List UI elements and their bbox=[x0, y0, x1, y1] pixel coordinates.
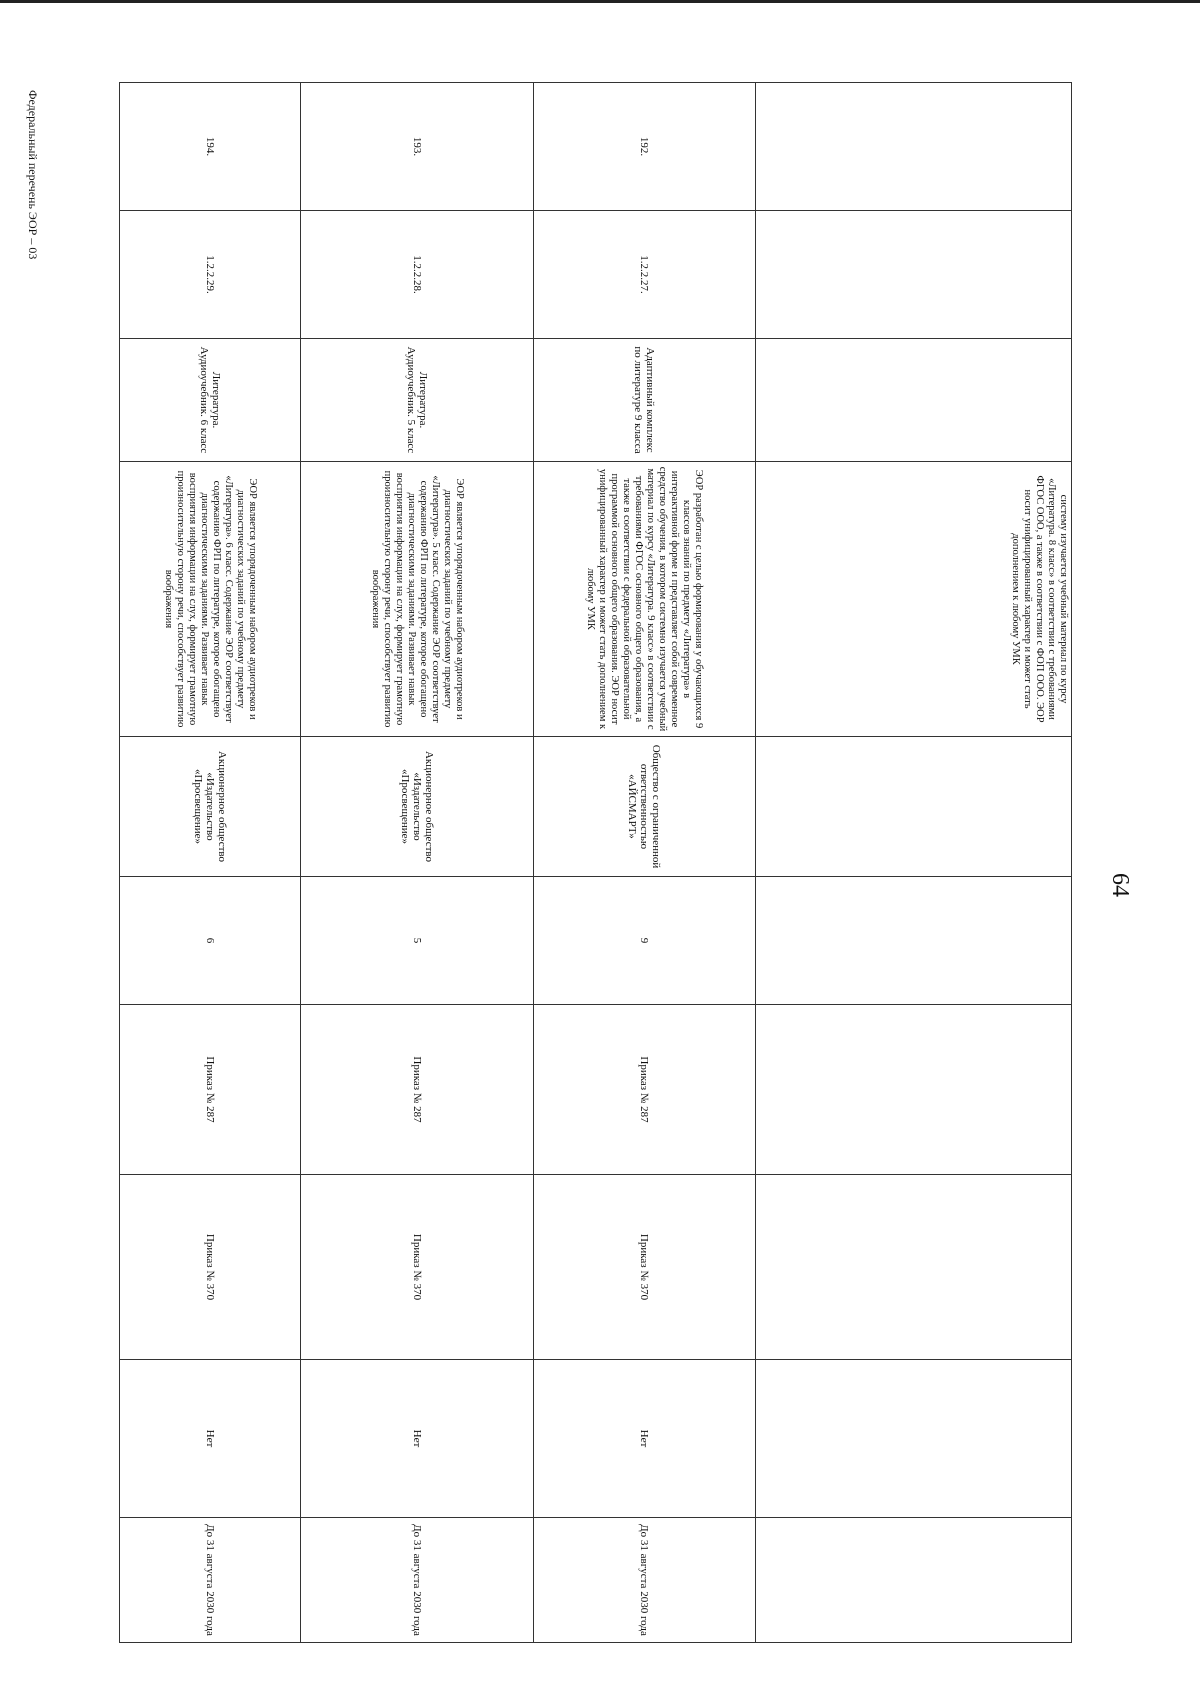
cell-grade: 6 bbox=[120, 877, 301, 1005]
cell-name: Литература. Аудиоучебник. 6 класс bbox=[120, 339, 301, 462]
cell-name: Литература. Аудиоучебник. 5 класс bbox=[301, 339, 534, 462]
cell-order-370: Приказ № 370 bbox=[120, 1175, 301, 1360]
cell-name: Адаптивный комплекс по литературе 9 класса bbox=[534, 339, 756, 462]
cell-term: До 31 августа 2030 года bbox=[301, 1518, 534, 1643]
table-row bbox=[301, 83, 534, 1643]
cell-flag: Нет bbox=[534, 1360, 756, 1518]
cell-name bbox=[756, 339, 1072, 462]
cell-org bbox=[756, 737, 1072, 877]
cell-org: Общество с ограниченной ответственностью «АЙСМАРТ» bbox=[534, 737, 756, 877]
cell-order-370 bbox=[756, 1175, 1072, 1360]
cell-order-370: Приказ № 370 bbox=[301, 1175, 534, 1360]
cell-grade: 5 bbox=[301, 877, 534, 1005]
cell-description: ЭОР является упорядоченным набором аудиотреков и диагностических заданий по учебному предмету «Литература». 6 класс. Содержание ЭОР соответствует содержанию ФРП по литературе, которое обогащено диагностическими заданиями. Развивает навык восприятия информации на слух, формирует грамотную произносительную сторону речи, способствует развитию воображения bbox=[120, 462, 301, 737]
table-row bbox=[120, 83, 301, 1643]
cell-num: 194. bbox=[120, 83, 301, 211]
cell-num bbox=[756, 83, 1072, 211]
rotated-table-container bbox=[120, 82, 1072, 1636]
page-number: 64 bbox=[1107, 873, 1133, 897]
cell-org: Акционерное общество «Издательство «Просвещение» bbox=[301, 737, 534, 877]
cell-order-287: Приказ № 287 bbox=[534, 1005, 756, 1175]
cell-description: ЭОР является упорядоченным набором аудиотреков и диагностических заданий по учебному предмету «Литература». 5 класс. Содержание ЭОР соответствует содержанию ФРП по литературе, которое обогащено диагностическими заданиями. Развивает навык восприятия информации на слух, формирует грамотную произносительную сторону речи, способствует развитию воображения bbox=[301, 462, 534, 737]
cell-code bbox=[756, 211, 1072, 339]
cell-order-370: Приказ № 370 bbox=[534, 1175, 756, 1360]
cell-description: ЭОР разработан с целью формирования у обучающихся 9 классов знаний по предмету «Литература» в интерактивной форме и представляет собой современное средство обучения, в котором системно изучается учебный материал по курсу «Литература. 9 класс» в соответствии с требованиями ФГОС основного общего образования, а также в соответствии с федеральной образовательной программой основного общего образования. ЭОР носит унифицированный характер и может стать дополнением к любому УМК bbox=[534, 462, 756, 737]
cell-num: 192. bbox=[534, 83, 756, 211]
cell-code: 1.2.2.28. bbox=[301, 211, 534, 339]
cell-code: 1.2.2.29. bbox=[120, 211, 301, 339]
cell-order-287: Приказ № 287 bbox=[120, 1005, 301, 1175]
cell-term bbox=[756, 1518, 1072, 1643]
cell-flag: Нет bbox=[301, 1360, 534, 1518]
cell-flag: Нет bbox=[120, 1360, 301, 1518]
cell-term: До 31 августа 2030 года bbox=[120, 1518, 301, 1643]
cell-org: Акционерное общество «Издательство «Просвещение» bbox=[120, 737, 301, 877]
cell-num: 193. bbox=[301, 83, 534, 211]
cell-code: 1.2.2.27. bbox=[534, 211, 756, 339]
cell-order-287 bbox=[756, 1005, 1072, 1175]
footer-text: Федеральный перечень ЭОР – 03 bbox=[26, 90, 40, 260]
table-row bbox=[534, 83, 756, 1643]
top-border-line bbox=[0, 0, 1200, 3]
cell-flag bbox=[756, 1360, 1072, 1518]
cell-description: систему изучается учебный материал по курсу «Литература. 8 класс» в соответствии с требованиями ФГОС ООО, а также в соответствии с ФОП ООО. ЭОР носит унифицированный характер и может стать дополнением к любому УМК bbox=[756, 462, 1072, 737]
eor-table bbox=[119, 82, 1072, 1643]
cell-order-287: Приказ № 287 bbox=[301, 1005, 534, 1175]
cell-grade: 9 bbox=[534, 877, 756, 1005]
table-row bbox=[756, 83, 1072, 1643]
cell-grade bbox=[756, 877, 1072, 1005]
cell-term: До 31 августа 2030 года bbox=[534, 1518, 756, 1643]
